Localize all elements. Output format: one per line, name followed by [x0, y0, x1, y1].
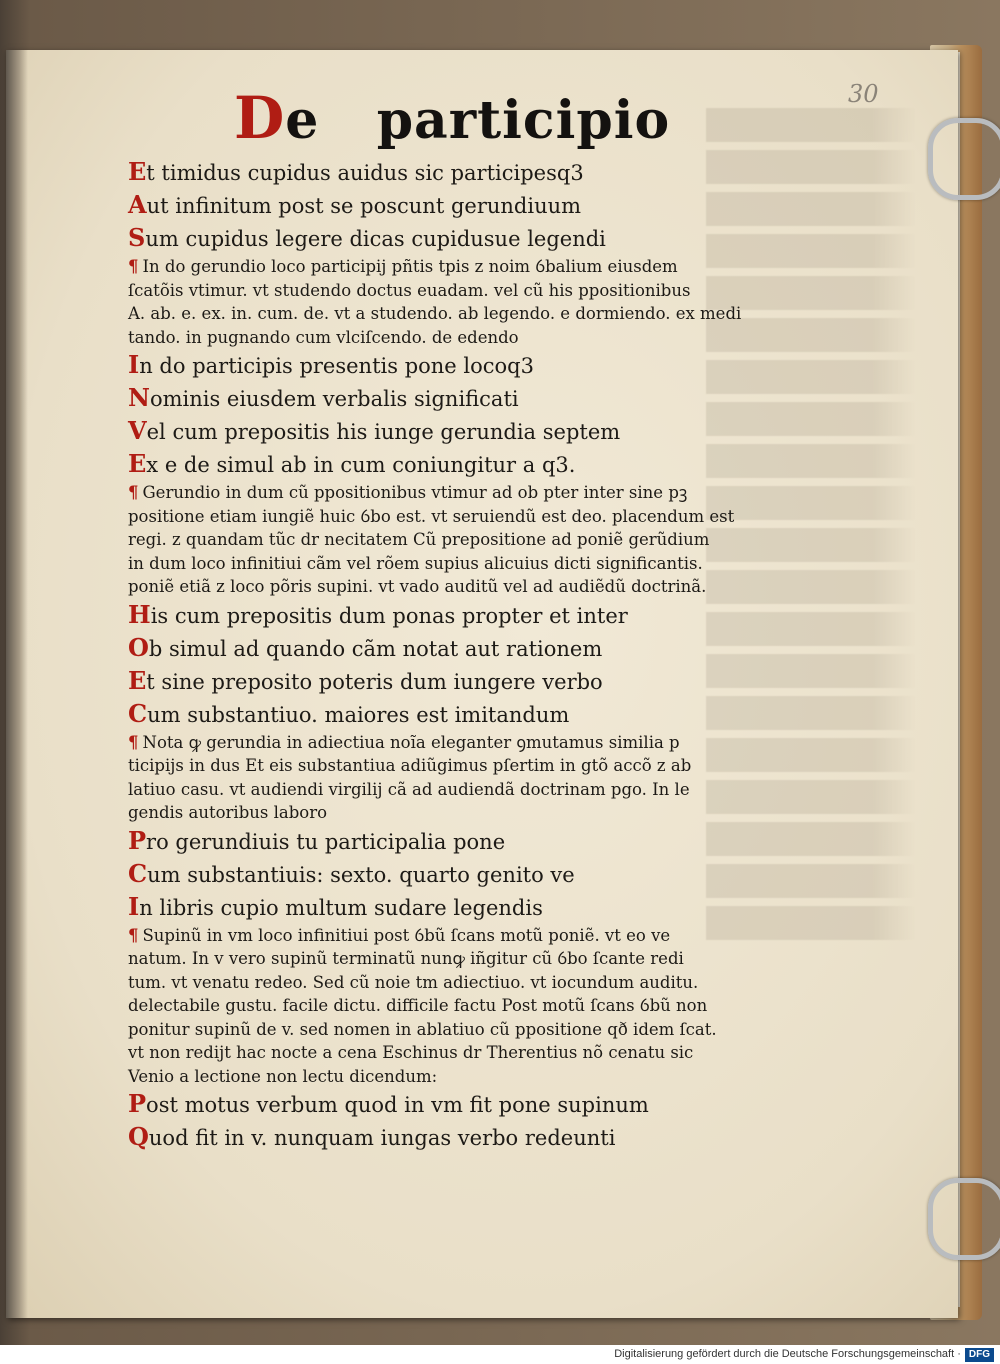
gutter-shadow [6, 50, 28, 1318]
commentary-line [128, 1065, 776, 1089]
line-text: tando. in pugnando cum vlciſcendo. de edendo [128, 327, 519, 347]
commentary-line [128, 255, 776, 279]
verse-line [128, 349, 776, 382]
verse-line [128, 665, 776, 698]
rubric-initial: O [128, 632, 149, 662]
line-text: ominis eiusdem verbalis significati [149, 387, 519, 411]
line-text: um substantiuo. maiores est imitandum [147, 702, 570, 727]
line-text: Venio a lectione non lectu dicendum: [128, 1066, 438, 1086]
line-text: t timidus cupidus auidus sic participesq3 [146, 161, 584, 185]
line-text: vt non redijt hac nocte a cena Eschinus dr Therentius nõ cenatu sic [128, 1043, 694, 1062]
commentary-line [128, 731, 776, 755]
pilcrow-icon: ¶ [128, 257, 139, 276]
commentary-line [128, 994, 776, 1018]
commentary-line [128, 302, 776, 326]
line-text: in dum loco infinitiui cãm vel rõem supius alicuius dicti significantis. [128, 553, 703, 573]
line-text: A. ab. e. ex. in. cum. de. vt a studendo. ab legendo. e dormiendo. ex medi [128, 304, 742, 323]
rubric-initial: V [128, 416, 147, 445]
line-text: um cupidus legere dicas cupidusue legendi [145, 227, 606, 251]
line-text: ost motus verbum quod in vm fit pone supinum [146, 1093, 649, 1117]
text-block [128, 156, 776, 1154]
heading-initial: D [234, 84, 286, 152]
commentary-line [128, 924, 776, 948]
heading-text: e participio [285, 90, 671, 151]
dfg-logo: DFG [965, 1348, 994, 1362]
commentary-line [128, 754, 776, 778]
verse-line [128, 448, 776, 481]
line-text: ticipijs in dus Et eis substantiua adiũgimus pſertim in gtõ accõ z ab [128, 756, 692, 775]
rubric-initial: Q [128, 1122, 149, 1151]
line-text: ſcatõis vtimur. vt studendo doctus euadam. vel cũ his ppositionibus [128, 280, 691, 300]
verse-line [128, 156, 776, 189]
commentary-line [128, 947, 776, 971]
line-text: is cum prepositis dum ponas propter et inter [150, 603, 628, 628]
rubric-initial: C [128, 698, 148, 728]
pilcrow-icon: ¶ [128, 483, 139, 502]
rubric-initial: E [128, 449, 147, 478]
rubric-initial: A [128, 190, 147, 219]
line-text: natum. In v vero supinũ terminatũ nunꝙ iñgitur cũ ỽbo ſcante redi [128, 949, 684, 968]
commentary-line [128, 552, 776, 576]
verse-line [128, 632, 776, 665]
line-text: n libris cupio multum sudare legendis [139, 895, 543, 920]
commentary-line [128, 505, 776, 529]
footer-text: Digitalisierung gefördert durch die Deutsche Forschungsgemeinschaft · [614, 1348, 961, 1360]
line-text: Nota ꝙ gerundia in adiectiua noĩa eleganter ꝯmutamus similia p [142, 732, 680, 752]
verse-line [128, 1121, 776, 1154]
rubric-initial: N [128, 383, 150, 412]
line-text: um substantiuis: sexto. quarto genito ve [147, 862, 575, 887]
verse-line [128, 825, 776, 858]
line-text: b simul ad quando cãm notat aut rationem [148, 636, 603, 661]
pilcrow-icon: ¶ [128, 732, 139, 752]
line-text: tum. vt venatu redeo. Sed cũ noie tm adiectiuo. vt iocundum auditu. [128, 972, 699, 992]
rubric-initial: I [128, 350, 140, 379]
page [6, 50, 958, 1318]
line-text: latiuo casu. vt audiendi virgilij cã ad audiendã doctrinam pgo. In le [128, 779, 690, 799]
verse-line [128, 189, 776, 222]
commentary-line [128, 481, 776, 505]
rubric-initial: S [128, 223, 146, 252]
verse-line [128, 858, 776, 891]
rubric-initial: P [128, 1089, 147, 1118]
verse-line [128, 222, 776, 255]
commentary-line [128, 528, 776, 552]
line-text: uod fit in v. nunquam iungas verbo redeunti [148, 1126, 616, 1150]
line-text: el cum prepositis his iunge gerundia septem [146, 420, 621, 444]
line-text: t sine preposito poteris dum iungere verbo [146, 669, 603, 694]
line-text: n do participis presentis pone locoq3 [139, 354, 534, 378]
commentary-line [128, 326, 776, 350]
footer [0, 1345, 1000, 1364]
line-text: ut infinitum post se poscunt gerundiuum [146, 194, 582, 218]
rubric-initial: I [128, 891, 140, 921]
page-clip-top [928, 118, 1000, 200]
commentary-line [128, 971, 776, 995]
rubric-initial: H [128, 599, 151, 629]
commentary-line [128, 575, 776, 599]
line-text: gendis autoribus laboro [128, 803, 328, 822]
verse-line [128, 698, 776, 731]
pilcrow-icon: ¶ [128, 925, 139, 945]
verse-line [128, 891, 776, 924]
commentary-line [128, 1018, 776, 1042]
line-text: Gerundio in dum cũ ppositionibus vtimur ad ob pter inter sine pꝫ [142, 483, 688, 502]
line-text: In do gerundio loco participij pñtis tpis z noim ỽbalium eiusdem [142, 257, 678, 276]
verse-line [128, 382, 776, 415]
line-text: poniẽ etiã z loco põris supini. vt vado auditũ vel ad audiẽdũ doctrinã. [128, 577, 707, 596]
commentary-line [128, 778, 776, 802]
rubric-initial: P [128, 825, 147, 855]
rubric-initial: C [128, 858, 148, 888]
line-text: regi. z quandam tũc dr necitatem Cũ prepositione ad poniẽ gerũdium [128, 530, 710, 549]
commentary-line [128, 279, 776, 303]
rubric-initial: E [128, 665, 147, 695]
verse-line [128, 1088, 776, 1121]
line-text: x e de simul ab in cum coniungitur a q3. [146, 453, 576, 477]
commentary-line [128, 801, 776, 825]
commentary-line [128, 1041, 776, 1065]
verse-line [128, 415, 776, 448]
verse-line [128, 599, 776, 632]
line-text: ro gerundiuis tu participalia pone [146, 829, 506, 854]
page-heading [234, 84, 670, 152]
page-clip-bottom [928, 1178, 1000, 1260]
line-text: Supinũ in vm loco infinitiui post ỽbũ ſcans motũ poniẽ. vt eo ve [142, 925, 671, 945]
rubric-initial: E [128, 157, 147, 186]
line-text: delectabile gustu. facile dictu. difficile factu Post motũ ſcans ỽbũ non [128, 996, 708, 1015]
line-text: positione etiam iungiẽ huic ỽbo est. vt seruiendũ est deo. placendum est [128, 506, 735, 526]
folio-number: 30 [848, 80, 879, 108]
line-text: ponitur supinũ de v. sed nomen in ablatiuo cũ ppositione qð idem ſcat. [128, 1019, 717, 1039]
